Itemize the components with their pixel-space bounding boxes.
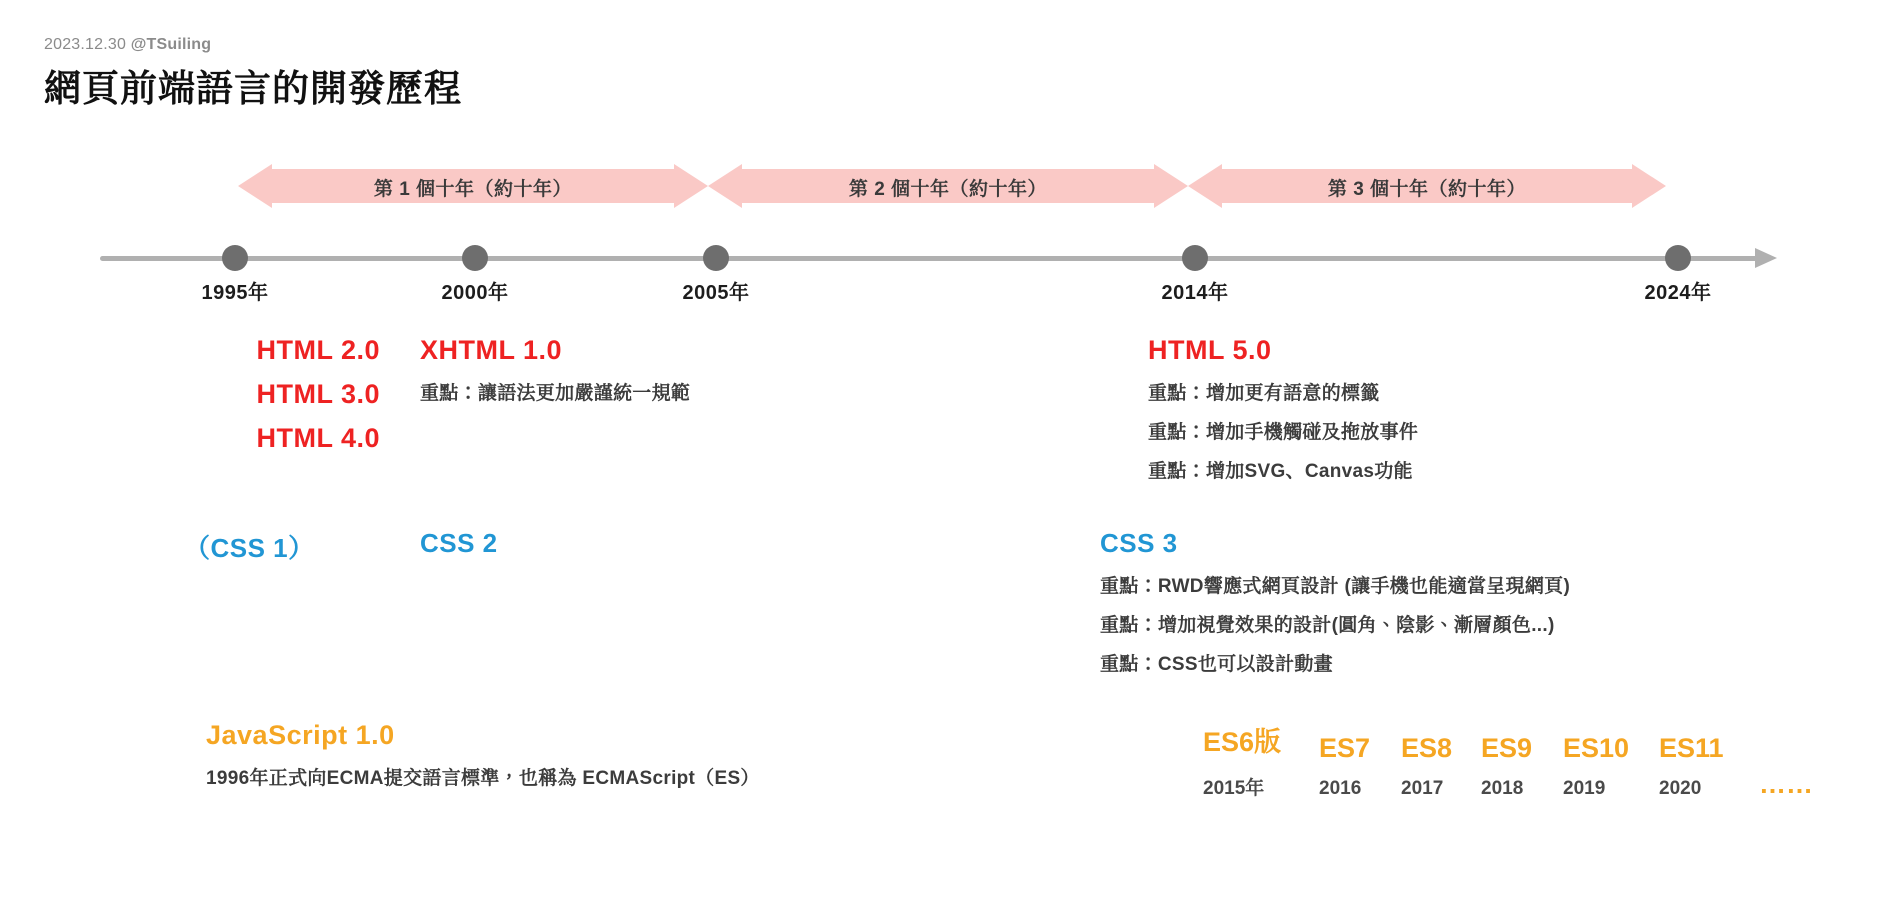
decade-label-3: 第 3 個十年（約十年） [1327,179,1527,200]
timeline-node-2000 [462,245,488,271]
xhtml-title: XHTML 1.0 [420,335,563,365]
css3-block [1100,528,1570,676]
timeline-node-2005 [703,245,729,271]
html-2-label: HTML 2.0 [256,335,380,365]
es-item-es10 [1563,733,1659,800]
css2-block [420,528,498,559]
axis-line [100,256,1760,261]
es-name-es11: ES11 [1659,733,1724,763]
decade-label-1: 第 1 個十年（約十年） [373,179,573,200]
es-name-es6: ES6版 [1203,727,1282,757]
javascript-note: 1996年正式向ECMA提交語言標準，也稱為 ECMAScript（ES） [206,768,760,789]
css3-note-2: 重點：增加視覺效果的設計(圓角、陰影、漸層顏色...) [1100,615,1555,636]
decade-arrow-2 [708,162,1188,210]
decade-arrow-1 [238,162,708,210]
es-year-es9: 2018 [1481,778,1524,799]
xhtml-note: 重點：讓語法更加嚴謹統一規範 [420,383,691,404]
timeline-node-label-1995: 1995年 [201,282,269,304]
es-item-more [1759,769,1813,800]
es-name-es8: ES8 [1401,733,1453,763]
html-early-versions [140,335,380,454]
timeline-axis [100,252,1800,304]
axis-arrow-head [1755,248,1777,268]
timeline-node-2024 [1665,245,1691,271]
html5-block [1148,335,1418,483]
es-versions-block [1203,720,1813,800]
es-name-es9: ES9 [1481,733,1533,763]
timeline-node-2014 [1182,245,1208,271]
decade-arrow-3 [1188,162,1666,210]
css2-title: CSS 2 [420,528,498,558]
html5-note-3: 重點：增加SVG、Canvas功能 [1148,461,1413,482]
html5-note-2: 重點：增加手機觸碰及拖放事件 [1148,422,1419,443]
es-item-es6 [1203,720,1319,800]
author-handle: @TSuiling [130,36,212,53]
es-year-es6: 2015年 [1203,778,1265,799]
css3-note-3: 重點：CSS也可以設計動畫 [1100,654,1333,675]
es-year-es11: 2020 [1659,778,1702,799]
decade-label-2: 第 2 個十年（約十年） [848,179,1048,200]
es-item-es11 [1659,733,1759,800]
timeline-node-label-2000: 2000年 [441,282,509,304]
es-item-es9 [1481,733,1563,800]
es-item-es7 [1319,733,1401,800]
es-item-es8 [1401,733,1481,800]
html-4-label: HTML 4.0 [256,423,380,453]
css3-note-1: 重點：RWD響應式網頁設計 (讓手機也能適當呈現網頁) [1100,576,1571,597]
es-year-es8: 2017 [1401,778,1444,799]
es-name-es10: ES10 [1563,733,1630,763]
timeline-node-label-2005: 2005年 [682,282,750,304]
timeline-node-1995 [222,245,248,271]
xhtml-block [420,335,690,405]
publish-date: 2023.12.30 [44,36,127,53]
es-year-es10: 2019 [1563,778,1606,799]
html-3-label: HTML 3.0 [256,379,380,409]
javascript-block [206,720,760,790]
es-more-ellipsis: …… [1759,769,1813,799]
html5-title: HTML 5.0 [1148,335,1272,365]
meta-line [44,36,211,54]
css3-title: CSS 3 [1100,528,1178,558]
css1-title: （CSS 1） [184,533,315,563]
page-title: 網頁前端語言的開發歷程 [44,68,462,109]
timeline-node-label-2024: 2024年 [1644,282,1712,304]
timeline-node-label-2014: 2014年 [1161,282,1229,304]
javascript-title: JavaScript 1.0 [206,720,395,750]
es-versions-row [1203,720,1813,800]
es-name-es7: ES7 [1319,733,1371,763]
es-year-es7: 2016 [1319,778,1362,799]
html5-note-1: 重點：增加更有語意的標籤 [1148,383,1380,404]
css1-block [184,528,315,565]
